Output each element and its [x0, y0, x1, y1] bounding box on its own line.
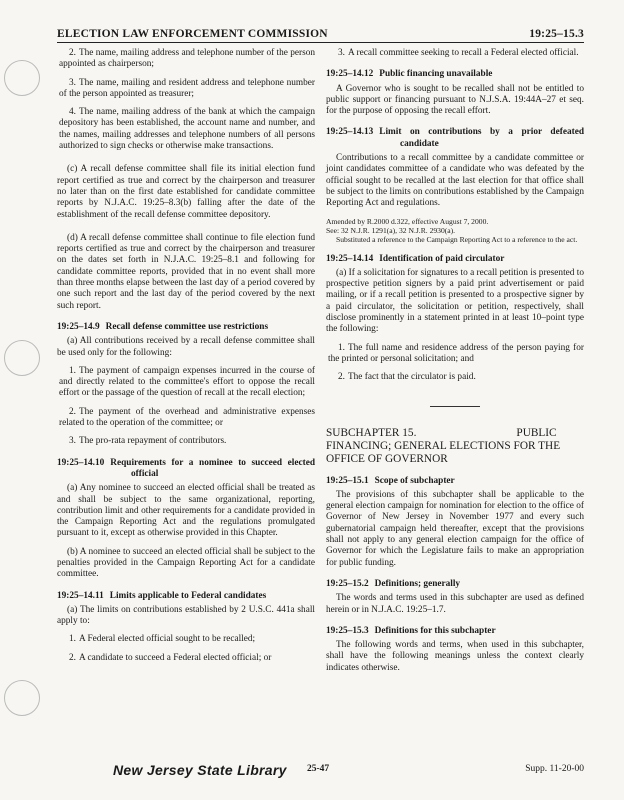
section-heading: [57, 591, 315, 602]
paragraph: (b) A nominee to succeed an elected official shall be subject to the penalties provided in the Campaign Reporting Act for a candidate committee.: [57, 546, 315, 580]
running-header: [57, 22, 584, 43]
supplement-date: Supp. 11-20-00: [525, 764, 584, 774]
list-item: [57, 366, 315, 400]
section-heading: [57, 458, 315, 481]
amendment-note: [326, 217, 584, 244]
paragraph: The words and terms used in this subchapter are used as defined herein or in N.J.A.C. 19:25–1.7.: [326, 593, 584, 615]
item-text: The payment of the overhead and administrative expenses related to the operation of the committee; or: [59, 406, 315, 429]
item-number: 1.: [338, 342, 345, 353]
list-item: [326, 372, 584, 383]
subchapter-title: PUBLIC FINANCING; GENERAL ELECTIONS FOR THE OFFICE OF GOVERNOR: [326, 426, 561, 465]
item-text: The fact that the circulator is paid.: [347, 372, 476, 383]
item-number: 2.: [69, 406, 76, 417]
paragraph: (a) If a solicitation for signatures to a recall petition is presented to prospective petition signers by a paid print advertisement or paid mailing, or if a recall petition is presented to a prospective signer by a paid circulator, the solicitation or petition, respectively, shall disclose prominently in a statement printed in at least 10–point type the following:: [326, 267, 584, 335]
list-item: [57, 407, 315, 430]
section-number: 19:25–14.13: [326, 127, 374, 138]
item-text: The name, mailing address of the bank at which the campaign depository has been established, the account name and number, and the names, mailing addresses and telephone numbers of all persons authorized to sign checks or otherwise make transactions.: [59, 107, 315, 152]
section-heading: [326, 476, 584, 487]
section-divider: [430, 406, 480, 407]
list-item: [57, 634, 315, 645]
page-footer: [57, 762, 584, 784]
item-number: 1.: [69, 634, 76, 645]
section-heading: [326, 127, 584, 150]
section-number: 19:25–15.2: [326, 578, 369, 589]
paragraph: A Governor who is sought to be recalled shall not be entitled to public support or financing pursuant to N.J.S.A. 19:44A–27 et seq. for the purpose of opposing the recall effort.: [326, 83, 584, 117]
item-text: The pro-rata repayment of contributors.: [78, 436, 227, 447]
right-column: [326, 48, 584, 681]
section-number: 19:25–15.3: [326, 625, 369, 636]
item-text: A candidate to succeed a Federal elected official; or: [78, 652, 272, 663]
subchapter-heading: [326, 427, 584, 466]
section-heading: [326, 579, 584, 590]
list-item: [57, 653, 315, 664]
subchapter-label: SUBCHAPTER 15.: [326, 426, 417, 439]
section-heading: [326, 254, 584, 265]
section-title: Limit on contributions by a prior defeated candidate: [379, 127, 584, 149]
section-title: Recall defense committee use restrictions: [105, 321, 269, 332]
item-number: 2.: [338, 372, 345, 383]
section-title: Identification of paid circulator: [379, 253, 505, 264]
paragraph: (a) The limits on contributions established by 2 U.S.C. 441a shall apply to:: [57, 604, 315, 627]
paragraph: (a) Any nominee to succeed an elected official shall be treated as and shall be subject to the same organizational, reporting, contribution limit and other requirements for a candidate provided in the Campaign Reporting Act and the regulations promulgated pursuant to it, except as otherwise provided in this Chapter.: [57, 483, 315, 539]
item-number: 2.: [69, 652, 76, 663]
section-heading: [326, 626, 584, 637]
list-item: [326, 48, 584, 59]
item-text: The full name and residence address of the person paying for the printed or personal solicitation; and: [328, 342, 584, 364]
amendment-line: Amended by R.2000 d.322, effective August 7, 2000.: [326, 216, 489, 226]
item-text: The name, mailing address and telephone number of the person appointed as chairperson;: [59, 48, 315, 70]
item-number: 4.: [69, 107, 76, 118]
list-item: [326, 343, 584, 366]
list-item: [57, 107, 315, 152]
header-title: ELECTION LAW ENFORCEMENT COMMISSION: [57, 28, 328, 40]
list-item: [57, 48, 315, 71]
amendment-line: Substituted a reference to the Campaign Reporting Act to a reference to the act.: [336, 234, 578, 244]
paragraph: (d) A recall defense committee shall continue to file election fund reports certified as true and correct by the chairperson and treasurer on the dates set forth in N.J.A.C. 19:25–8.1 and following for candidate committee reports, provided that in no event shall more than three months elapse between the last day of a period covered by one such report and the last day of the period covered by the next such report.: [57, 232, 315, 311]
punch-hole-mark: [4, 60, 40, 96]
item-number: 3.: [338, 48, 345, 58]
header-section: 19:25–15.3: [529, 28, 584, 40]
paragraph: (a) All contributions received by a recall defense committee shall be used only for the following:: [57, 336, 315, 358]
library-stamp: New Jersey State Library: [113, 762, 287, 778]
section-number: 19:25–14.14: [326, 253, 374, 264]
item-text: The payment of campaign expenses incurred in the course of and directly related to the committee's effort to oppose the recall effort or the passage of the question of recall at the recall election;: [59, 365, 315, 399]
item-text: The name, mailing and resident address and telephone number of the person appointed as treasurer;: [59, 77, 315, 99]
page-number: 25-47: [307, 764, 330, 774]
section-title: Definitions for this subchapter: [374, 625, 496, 636]
section-title: Public financing unavailable: [379, 69, 493, 80]
section-number: 19:25–14.11: [57, 590, 104, 601]
amendment-line: See: 32 N.J.R. 1291(a), 32 N.J.R. 2930(a).: [326, 225, 456, 235]
section-number: 19:25–14.12: [326, 69, 374, 80]
paragraph: The provisions of this subchapter shall be applicable to the general election campaign for nomination for election to the office of Governor of New Jersey in November 1977 and every such gubernatorial campaign held thereafter, except that the provisions shall not apply to any general election campaign for the office of Governor for which the Legislature fails to make an appropriation for public funding.: [326, 489, 584, 568]
punch-hole-mark: [4, 680, 40, 716]
paragraph: (c) A recall defense committee shall file its initial election fund report certified as true and correct by the chairperson and treasurer no later than on the first date established for candidate committee reports by N.J.A.C. 19:25–8.3(b) falling after the date of the establishment of the recall defense committee depository.: [57, 164, 315, 220]
section-heading: [57, 322, 315, 333]
item-number: 3.: [69, 77, 76, 88]
item-text: A recall committee seeking to recall a Federal elected official.: [347, 48, 579, 58]
left-column: [57, 48, 315, 671]
paragraph: Contributions to a recall committee by a candidate committee or joint candidates committee of a candidate who was defeated by the official sought to be recalled at the last election for that office shall be subject to the limits on contributions established by the Campaign Reporting Act and regulations.: [326, 153, 584, 209]
list-item: [57, 436, 315, 447]
section-title: Scope of subchapter: [374, 475, 455, 486]
section-title: Requirements for a nominee to succeed elected official: [110, 457, 315, 479]
section-title: Definitions; generally: [374, 578, 461, 589]
item-text: A Federal elected official sought to be recalled;: [78, 634, 256, 645]
punch-hole-mark: [4, 340, 40, 376]
paragraph: The following words and terms, when used in this subchapter, shall have the following meanings unless the context clearly indicates otherwise.: [326, 640, 584, 673]
item-number: 3.: [69, 436, 76, 447]
section-number: 19:25–15.1: [326, 475, 369, 486]
section-number: 19:25–14.10: [57, 457, 105, 468]
item-number: 1.: [69, 365, 76, 376]
section-title: Limits applicable to Federal candidates: [109, 590, 267, 601]
item-number: 2.: [69, 48, 76, 58]
section-heading: [326, 69, 584, 80]
section-number: 19:25–14.9: [57, 321, 100, 332]
list-item: [57, 78, 315, 101]
